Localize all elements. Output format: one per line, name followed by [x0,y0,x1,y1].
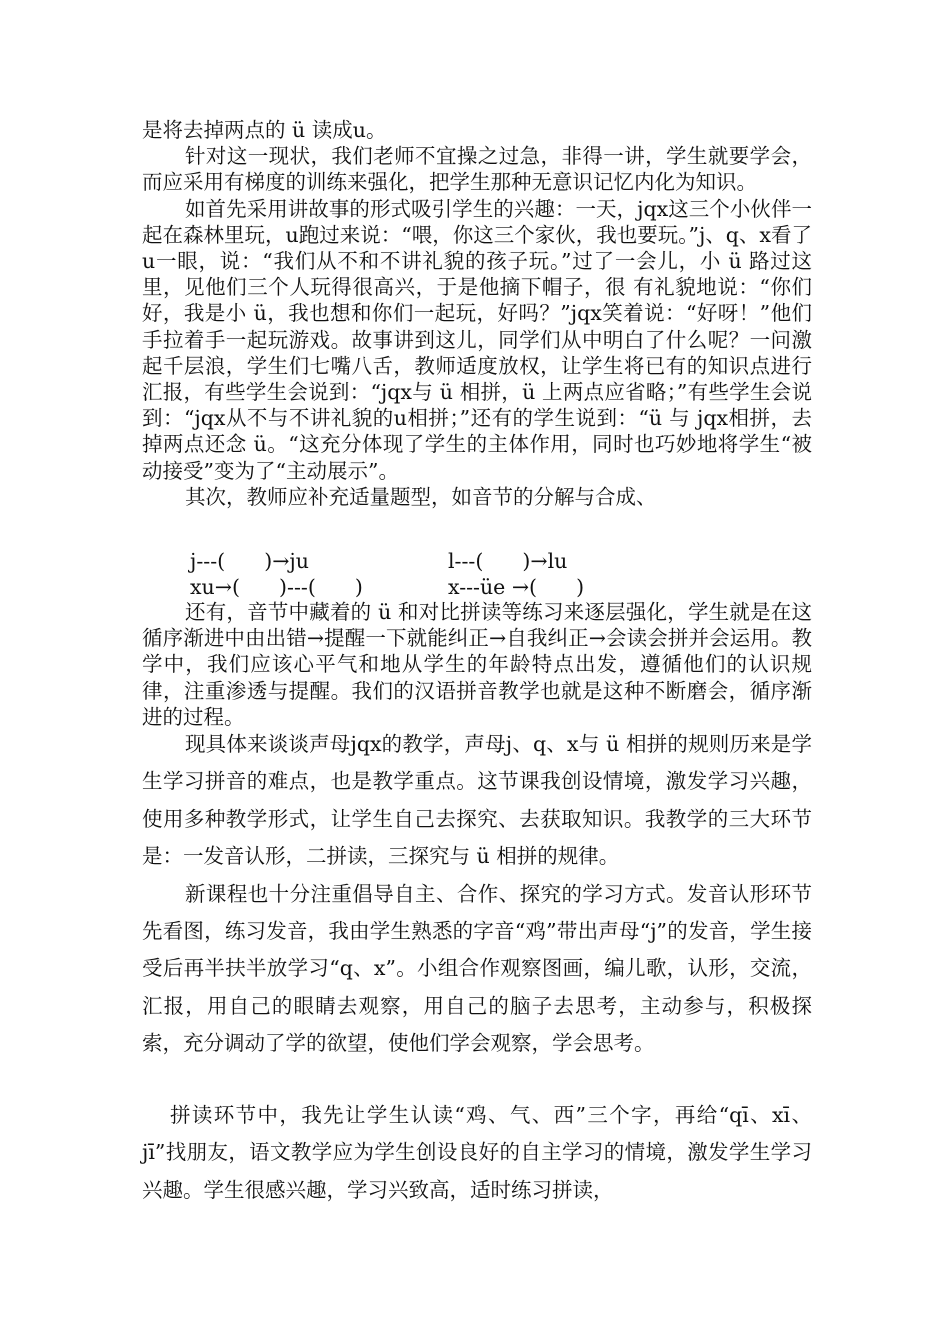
paragraph: 还有，音节中藏着的 ü 和对比拼读等练习来逐层强化，学生就是在这循序渐进中由出错→提醒一下就能纠正→自我纠正→会读会拼并会运用。教学中，我们应该心平气和地从学生的年龄特点出发，遵循他们的认识规律，注重渗透与提醒。我们的汉语拼音教学也就是这种不断磨会，循序渐进的过程。 [142,600,812,729]
paragraph: 新课程也十分注重倡导自主、合作、探究的学习方式。发音认形环节先看图，练习发音，我由学生熟悉的字音“鸡”带出声母“j”的发音，学生接受后再半扶半放学习“q、x”。小组合作观察图画，编儿歌，认形，交流，汇报，用自己的眼睛去观察，用自己的脑子去思考，主动参与，积极探索，充分调动了学的欲望，使他们学会观察，学会思考。 [142,881,812,1056]
text-block-mid [142,599,812,730]
paragraph: 拼读环节中，我先让学生认读“鸡、气、西”三个字，再给“qī、xī、jī”找朋友，语文教学应为学生创设良好的自主学习的情境，激发学生学习兴趣。学生很感兴趣，学习兴致高，适时练习拼读， [142,1103,812,1202]
exercise-item: x---üe →( ) [448,575,585,599]
paragraph: 如首先采用讲故事的形式吸引学生的兴趣：一天，jqx这三个小伙伴一起在森林里玩，u跑过来说：“喂，你这三个家伙，我也要玩。”j、q、x看了u一眼，说：“我们从不和不讲礼貌的孩子玩。”过了一会儿，小 ü 路过这里，见他们三个人玩得很高兴，于是他摘下帽子，很 有礼貌地说：“你们好，我是小 ü，我也想和你们一起玩，好吗？”jqx笑着说：“好呀！”他们手拉着手一起玩游戏。故事讲到这儿，同学们从中明白了什么呢？一问激起千层浪，学生们七嘴八舌，教师适度放权，让学生将已有的知识点进行汇报，有些学生会说到：“jqx与 ü 相拼，ü 上两点应省略；”有些学生会说到：“jqx从不与不讲礼貌的u相拼；”还有的学生说到：“ü 与 jqx相拼，去掉两点还念 ü。“这充分体现了学生的主体作用，同时也巧妙地将学生“被动接受”变为了“主动展示”。 [142,196,812,483]
exercise-item: j---( )→ju [190,549,309,573]
exercise-item: l---( )→lu [448,549,568,573]
text-block-last [142,1097,812,1209]
exercise-item: xu→( )---( ) [190,575,363,599]
text-block-top [142,117,812,510]
paragraph: 针对这一现状，我们老师不宜操之过急，非得一讲，学生就要学会，而应采用有梯度的训练来强化，把学生那种无意识记忆内化为知识。 [142,144,812,195]
paragraph: 现具体来谈谈声母jqx的教学，声母j、q、x与 ü 相拼的规则历来是学生学习拼音的难点，也是教学重点。这节课我创设情境，激发学习兴趣，使用多种教学形式，让学生自己去探究、去获取知识。我教学的三大环节是：一发音认形，二拼读，三探究与 ü 相拼的规律。 [142,732,812,869]
paragraph: 是将去掉两点的 ü 读成u。 [142,118,387,142]
paragraph: 其次，教师应补充适量题型，如音节的分解与合成、 [185,484,657,509]
text-block-bottom [142,726,812,1063]
